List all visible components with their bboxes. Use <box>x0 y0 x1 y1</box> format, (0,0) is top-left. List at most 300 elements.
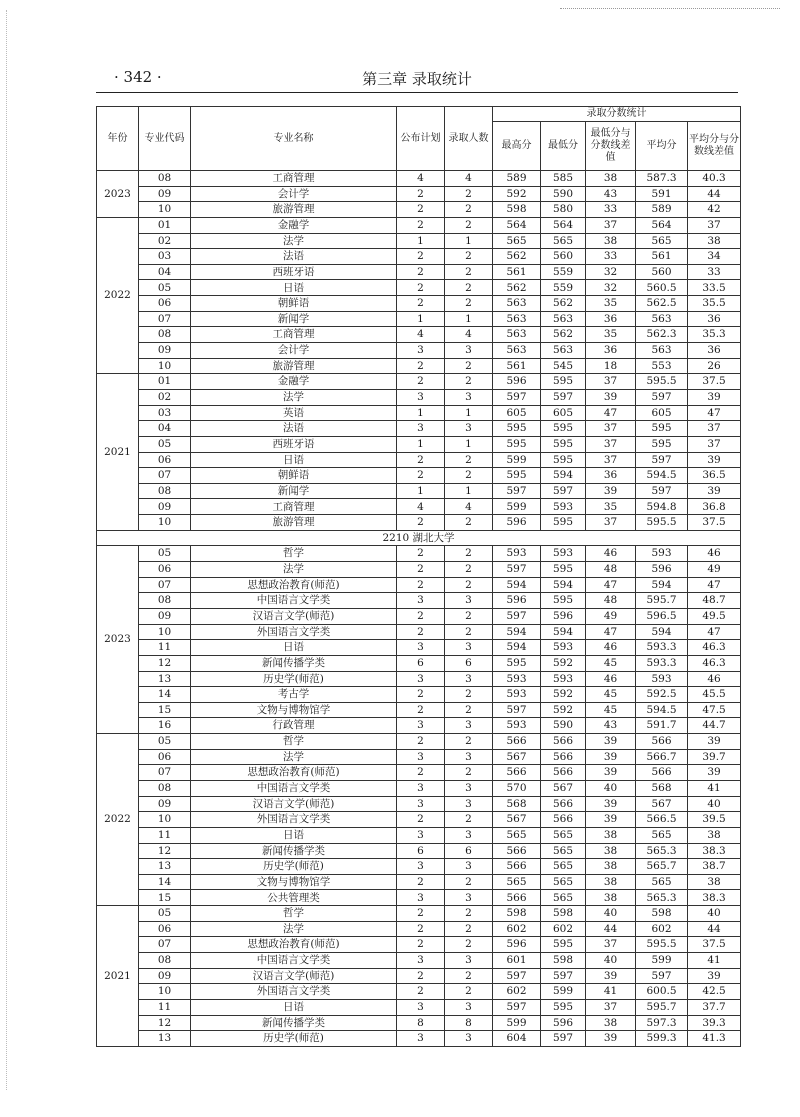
code-cell: 15 <box>139 890 191 906</box>
min-cell: 592 <box>541 655 586 671</box>
page-header <box>96 66 738 93</box>
name-cell: 哲学 <box>191 546 397 562</box>
min-diff-cell: 44 <box>586 921 636 937</box>
table-row <box>97 499 741 515</box>
name-cell: 汉语言文学(师范) <box>191 796 397 812</box>
name-cell: 工商管理 <box>191 499 397 515</box>
plan-cell: 3 <box>397 796 445 812</box>
min-cell: 567 <box>541 780 586 796</box>
avg-diff-cell: 49 <box>688 562 741 578</box>
avg-cell: 602 <box>636 921 688 937</box>
avg-cell: 565 <box>636 827 688 843</box>
plan-cell: 2 <box>397 968 445 984</box>
avg-cell: 595.7 <box>636 593 688 609</box>
admitted-cell: 2 <box>445 702 493 718</box>
admitted-cell: 6 <box>445 843 493 859</box>
plan-cell: 2 <box>397 702 445 718</box>
plan-cell: 2 <box>397 515 445 531</box>
avg-diff-cell: 47 <box>688 405 741 421</box>
min-cell: 565 <box>541 843 586 859</box>
admitted-cell: 3 <box>445 796 493 812</box>
table-row <box>97 468 741 484</box>
table-row <box>97 280 741 296</box>
max-cell: 593 <box>493 687 541 703</box>
min-cell: 545 <box>541 358 586 374</box>
avg-cell: 565 <box>636 233 688 249</box>
avg-cell: 565 <box>636 874 688 890</box>
avg-cell: 562.5 <box>636 296 688 312</box>
admitted-cell: 3 <box>445 780 493 796</box>
avg-cell: 597 <box>636 968 688 984</box>
col-min-diff: 最低分与分数线差值 <box>586 122 636 171</box>
code-cell: 12 <box>139 655 191 671</box>
max-cell: 596 <box>493 515 541 531</box>
code-cell: 16 <box>139 718 191 734</box>
min-cell: 566 <box>541 749 586 765</box>
min-cell: 565 <box>541 859 586 875</box>
avg-diff-cell: 47.5 <box>688 702 741 718</box>
admitted-cell: 1 <box>445 233 493 249</box>
table-row <box>97 624 741 640</box>
year-cell: 2021 <box>97 374 139 530</box>
table-row <box>97 217 741 233</box>
max-cell: 597 <box>493 968 541 984</box>
table-row <box>97 343 741 359</box>
max-cell: 562 <box>493 280 541 296</box>
min-cell: 566 <box>541 765 586 781</box>
admitted-cell: 3 <box>445 1031 493 1047</box>
code-cell: 07 <box>139 577 191 593</box>
avg-cell: 595.5 <box>636 374 688 390</box>
table-row <box>97 249 741 265</box>
plan-cell: 3 <box>397 1031 445 1047</box>
code-cell: 10 <box>139 202 191 218</box>
table-row <box>97 562 741 578</box>
min-diff-cell: 38 <box>586 874 636 890</box>
min-diff-cell: 47 <box>586 405 636 421</box>
avg-diff-cell: 38.3 <box>688 843 741 859</box>
avg-cell: 566 <box>636 765 688 781</box>
admitted-cell: 3 <box>445 640 493 656</box>
table-row <box>97 953 741 969</box>
admitted-cell: 1 <box>445 483 493 499</box>
table-row <box>97 546 741 562</box>
col-name: 专业名称 <box>191 107 397 171</box>
min-diff-cell: 45 <box>586 702 636 718</box>
name-cell: 外国语言文学类 <box>191 984 397 1000</box>
min-cell: 605 <box>541 405 586 421</box>
avg-diff-cell: 36 <box>688 343 741 359</box>
max-cell: 599 <box>493 452 541 468</box>
plan-cell: 2 <box>397 546 445 562</box>
avg-diff-cell: 35.3 <box>688 327 741 343</box>
avg-diff-cell: 41 <box>688 780 741 796</box>
admitted-cell: 2 <box>445 264 493 280</box>
max-cell: 597 <box>493 389 541 405</box>
avg-diff-cell: 39 <box>688 483 741 499</box>
name-cell: 旅游管理 <box>191 515 397 531</box>
table-row <box>97 608 741 624</box>
col-plan: 公布计划 <box>397 107 445 171</box>
year-cell: 2021 <box>97 906 139 1047</box>
name-cell: 会计学 <box>191 186 397 202</box>
avg-cell: 553 <box>636 358 688 374</box>
plan-cell: 1 <box>397 311 445 327</box>
admitted-cell: 2 <box>445 249 493 265</box>
min-diff-cell: 38 <box>586 859 636 875</box>
min-diff-cell: 40 <box>586 780 636 796</box>
max-cell: 597 <box>493 999 541 1015</box>
min-cell: 595 <box>541 452 586 468</box>
avg-cell: 565.3 <box>636 890 688 906</box>
name-cell: 汉语言文学(师范) <box>191 608 397 624</box>
col-avg-diff: 平均分与分数线差值 <box>688 122 741 171</box>
avg-cell: 592.5 <box>636 687 688 703</box>
plan-cell: 3 <box>397 671 445 687</box>
avg-diff-cell: 39 <box>688 389 741 405</box>
code-cell: 09 <box>139 968 191 984</box>
name-cell: 新闻传播学类 <box>191 655 397 671</box>
code-cell: 10 <box>139 812 191 828</box>
code-cell: 05 <box>139 280 191 296</box>
min-cell: 595 <box>541 374 586 390</box>
avg-cell: 594.5 <box>636 468 688 484</box>
plan-cell: 3 <box>397 421 445 437</box>
code-cell: 08 <box>139 483 191 499</box>
table-row <box>97 937 741 953</box>
avg-diff-cell: 37 <box>688 436 741 452</box>
max-cell: 597 <box>493 608 541 624</box>
avg-cell: 594 <box>636 624 688 640</box>
admitted-cell: 2 <box>445 374 493 390</box>
col-admitted: 录取人数 <box>445 107 493 171</box>
min-diff-cell: 36 <box>586 468 636 484</box>
min-diff-cell: 37 <box>586 999 636 1015</box>
min-diff-cell: 38 <box>586 890 636 906</box>
admitted-cell: 3 <box>445 890 493 906</box>
plan-cell: 3 <box>397 389 445 405</box>
min-cell: 596 <box>541 608 586 624</box>
plan-cell: 2 <box>397 937 445 953</box>
plan-cell: 2 <box>397 577 445 593</box>
admitted-cell: 2 <box>445 358 493 374</box>
avg-cell: 595.5 <box>636 937 688 953</box>
min-diff-cell: 18 <box>586 358 636 374</box>
school-header-row <box>97 530 741 546</box>
min-cell: 565 <box>541 233 586 249</box>
avg-diff-cell: 33.5 <box>688 280 741 296</box>
name-cell: 工商管理 <box>191 171 397 187</box>
name-cell: 工商管理 <box>191 327 397 343</box>
avg-cell: 589 <box>636 202 688 218</box>
admitted-cell: 3 <box>445 749 493 765</box>
max-cell: 596 <box>493 374 541 390</box>
admitted-cell: 2 <box>445 452 493 468</box>
min-cell: 564 <box>541 217 586 233</box>
min-cell: 566 <box>541 796 586 812</box>
admitted-cell: 3 <box>445 593 493 609</box>
avg-cell: 566.5 <box>636 812 688 828</box>
min-cell: 593 <box>541 671 586 687</box>
min-cell: 595 <box>541 593 586 609</box>
admitted-cell: 2 <box>445 921 493 937</box>
max-cell: 595 <box>493 421 541 437</box>
plan-cell: 1 <box>397 483 445 499</box>
code-cell: 09 <box>139 343 191 359</box>
code-cell: 07 <box>139 311 191 327</box>
year-cell: 2022 <box>97 734 139 906</box>
admitted-cell: 2 <box>445 217 493 233</box>
admitted-cell: 2 <box>445 984 493 1000</box>
max-cell: 565 <box>493 827 541 843</box>
min-diff-cell: 37 <box>586 217 636 233</box>
admitted-cell: 3 <box>445 421 493 437</box>
admitted-cell: 2 <box>445 186 493 202</box>
max-cell: 570 <box>493 780 541 796</box>
avg-diff-cell: 40.3 <box>688 171 741 187</box>
name-cell: 考古学 <box>191 687 397 703</box>
plan-cell: 2 <box>397 296 445 312</box>
table-row <box>97 264 741 280</box>
col-code: 专业代码 <box>139 107 191 171</box>
min-cell: 595 <box>541 421 586 437</box>
code-cell: 15 <box>139 702 191 718</box>
min-diff-cell: 39 <box>586 389 636 405</box>
name-cell: 哲学 <box>191 906 397 922</box>
min-cell: 595 <box>541 937 586 953</box>
name-cell: 法语 <box>191 249 397 265</box>
avg-diff-cell: 39.5 <box>688 812 741 828</box>
max-cell: 595 <box>493 655 541 671</box>
max-cell: 562 <box>493 249 541 265</box>
name-cell: 法学 <box>191 233 397 249</box>
avg-diff-cell: 37.5 <box>688 937 741 953</box>
admitted-cell: 2 <box>445 874 493 890</box>
min-cell: 562 <box>541 327 586 343</box>
avg-cell: 560.5 <box>636 280 688 296</box>
name-cell: 日语 <box>191 452 397 468</box>
code-cell: 06 <box>139 296 191 312</box>
avg-diff-cell: 39 <box>688 968 741 984</box>
code-cell: 14 <box>139 874 191 890</box>
plan-cell: 3 <box>397 593 445 609</box>
plan-cell: 2 <box>397 280 445 296</box>
plan-cell: 3 <box>397 640 445 656</box>
year-cell: 2022 <box>97 217 139 373</box>
plan-cell: 4 <box>397 499 445 515</box>
table-row <box>97 843 741 859</box>
max-cell: 592 <box>493 186 541 202</box>
max-cell: 597 <box>493 562 541 578</box>
table-row <box>97 890 741 906</box>
max-cell: 598 <box>493 906 541 922</box>
plan-cell: 2 <box>397 765 445 781</box>
min-diff-cell: 38 <box>586 827 636 843</box>
name-cell: 日语 <box>191 827 397 843</box>
min-diff-cell: 45 <box>586 687 636 703</box>
avg-diff-cell: 34 <box>688 249 741 265</box>
min-cell: 590 <box>541 186 586 202</box>
admitted-cell: 8 <box>445 1015 493 1031</box>
avg-diff-cell: 39 <box>688 765 741 781</box>
name-cell: 思想政治教育(师范) <box>191 937 397 953</box>
min-diff-cell: 46 <box>586 640 636 656</box>
avg-diff-cell: 41.3 <box>688 1031 741 1047</box>
min-cell: 595 <box>541 515 586 531</box>
min-diff-cell: 46 <box>586 546 636 562</box>
admitted-cell: 2 <box>445 280 493 296</box>
avg-diff-cell: 41 <box>688 953 741 969</box>
name-cell: 日语 <box>191 640 397 656</box>
min-cell: 559 <box>541 264 586 280</box>
name-cell: 西班牙语 <box>191 436 397 452</box>
min-cell: 592 <box>541 702 586 718</box>
max-cell: 566 <box>493 734 541 750</box>
plan-cell: 2 <box>397 374 445 390</box>
code-cell: 02 <box>139 389 191 405</box>
table-row <box>97 233 741 249</box>
admitted-cell: 4 <box>445 327 493 343</box>
avg-cell: 565.7 <box>636 859 688 875</box>
code-cell: 08 <box>139 593 191 609</box>
plan-cell: 3 <box>397 827 445 843</box>
plan-cell: 3 <box>397 890 445 906</box>
max-cell: 561 <box>493 358 541 374</box>
avg-diff-cell: 37.5 <box>688 515 741 531</box>
name-cell: 历史学(师范) <box>191 1031 397 1047</box>
name-cell: 旅游管理 <box>191 358 397 374</box>
plan-cell: 6 <box>397 655 445 671</box>
name-cell: 公共管理类 <box>191 890 397 906</box>
min-cell: 590 <box>541 718 586 734</box>
name-cell: 日语 <box>191 280 397 296</box>
avg-cell: 597 <box>636 452 688 468</box>
table-row <box>97 796 741 812</box>
plan-cell: 3 <box>397 953 445 969</box>
max-cell: 597 <box>493 483 541 499</box>
avg-cell: 565.3 <box>636 843 688 859</box>
table-row <box>97 452 741 468</box>
min-cell: 580 <box>541 202 586 218</box>
admitted-cell: 2 <box>445 624 493 640</box>
year-cell: 2023 <box>97 171 139 218</box>
avg-diff-cell: 39 <box>688 452 741 468</box>
name-cell: 日语 <box>191 999 397 1015</box>
min-diff-cell: 40 <box>586 953 636 969</box>
min-cell: 563 <box>541 311 586 327</box>
max-cell: 596 <box>493 593 541 609</box>
min-diff-cell: 47 <box>586 577 636 593</box>
name-cell: 思想政治教育(师范) <box>191 577 397 593</box>
min-cell: 597 <box>541 483 586 499</box>
code-cell: 13 <box>139 859 191 875</box>
min-diff-cell: 35 <box>586 327 636 343</box>
min-cell: 595 <box>541 562 586 578</box>
avg-cell: 597.3 <box>636 1015 688 1031</box>
avg-cell: 591 <box>636 186 688 202</box>
min-diff-cell: 39 <box>586 968 636 984</box>
code-cell: 05 <box>139 734 191 750</box>
max-cell: 601 <box>493 953 541 969</box>
code-cell: 14 <box>139 687 191 703</box>
min-cell: 560 <box>541 249 586 265</box>
avg-diff-cell: 44 <box>688 186 741 202</box>
plan-cell: 4 <box>397 327 445 343</box>
max-cell: 599 <box>493 499 541 515</box>
name-cell: 会计学 <box>191 343 397 359</box>
plan-cell: 6 <box>397 843 445 859</box>
code-cell: 05 <box>139 906 191 922</box>
min-diff-cell: 39 <box>586 749 636 765</box>
max-cell: 565 <box>493 874 541 890</box>
code-cell: 10 <box>139 358 191 374</box>
avg-diff-cell: 36.5 <box>688 468 741 484</box>
plan-cell: 8 <box>397 1015 445 1031</box>
code-cell: 13 <box>139 1031 191 1047</box>
min-cell: 592 <box>541 687 586 703</box>
avg-cell: 560 <box>636 264 688 280</box>
code-cell: 07 <box>139 468 191 484</box>
min-cell: 598 <box>541 906 586 922</box>
min-cell: 585 <box>541 171 586 187</box>
admitted-cell: 2 <box>445 906 493 922</box>
name-cell: 金融学 <box>191 217 397 233</box>
plan-cell: 2 <box>397 608 445 624</box>
avg-cell: 593.3 <box>636 640 688 656</box>
min-diff-cell: 48 <box>586 593 636 609</box>
table-row <box>97 327 741 343</box>
code-cell: 01 <box>139 374 191 390</box>
name-cell: 朝鲜语 <box>191 468 397 484</box>
min-cell: 565 <box>541 890 586 906</box>
max-cell: 567 <box>493 812 541 828</box>
max-cell: 602 <box>493 984 541 1000</box>
min-cell: 563 <box>541 343 586 359</box>
school-name: 2210 湖北大学 <box>97 530 741 546</box>
avg-cell: 599.3 <box>636 1031 688 1047</box>
avg-diff-cell: 40 <box>688 906 741 922</box>
name-cell: 朝鲜语 <box>191 296 397 312</box>
table-row <box>97 171 741 187</box>
min-cell: 598 <box>541 953 586 969</box>
table-row <box>97 296 741 312</box>
max-cell: 596 <box>493 937 541 953</box>
avg-diff-cell: 47 <box>688 577 741 593</box>
admission-table <box>96 106 741 1047</box>
name-cell: 哲学 <box>191 734 397 750</box>
min-cell: 594 <box>541 577 586 593</box>
min-diff-cell: 38 <box>586 843 636 859</box>
min-cell: 595 <box>541 436 586 452</box>
name-cell: 金融学 <box>191 374 397 390</box>
plan-cell: 3 <box>397 749 445 765</box>
plan-cell: 3 <box>397 859 445 875</box>
max-cell: 561 <box>493 264 541 280</box>
plan-cell: 1 <box>397 405 445 421</box>
admitted-cell: 2 <box>445 812 493 828</box>
max-cell: 594 <box>493 640 541 656</box>
avg-cell: 594.8 <box>636 499 688 515</box>
min-diff-cell: 36 <box>586 343 636 359</box>
admitted-cell: 3 <box>445 671 493 687</box>
min-cell: 594 <box>541 624 586 640</box>
plan-cell: 2 <box>397 984 445 1000</box>
avg-cell: 593.3 <box>636 655 688 671</box>
col-min: 最低分 <box>541 122 586 171</box>
max-cell: 567 <box>493 749 541 765</box>
code-cell: 11 <box>139 827 191 843</box>
table-body <box>97 171 741 1047</box>
